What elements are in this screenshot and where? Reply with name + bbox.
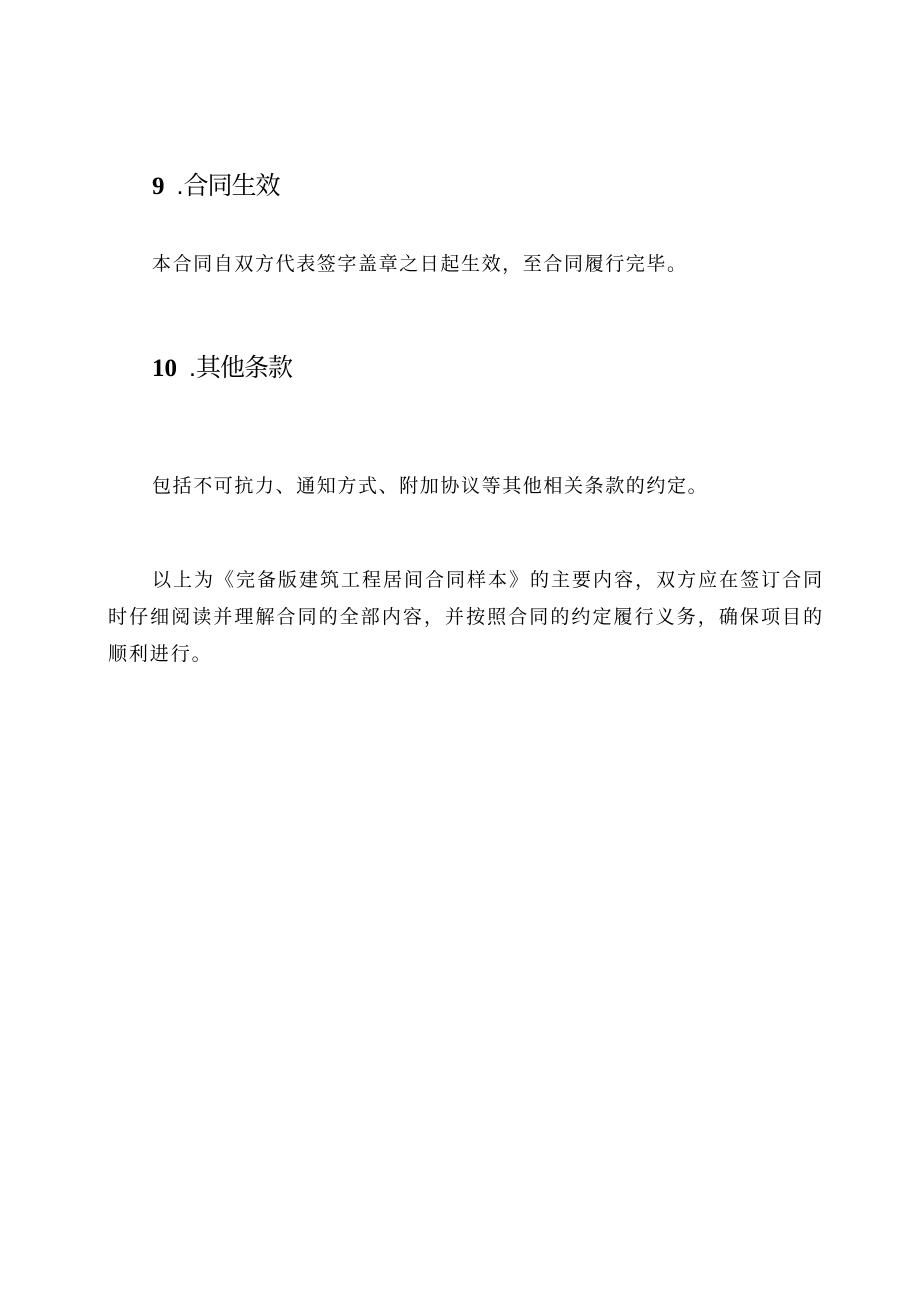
section-9-body: 本合同自双方代表签字盖章之日起生效，至合同履行完毕。 xyxy=(152,253,688,275)
section-10-dot: . xyxy=(189,354,196,382)
section-10-number: 10 xyxy=(152,355,177,382)
conclusion-paragraph: 以上为《完备版建筑工程居间合同样本》的主要内容，双方应在签订合同时仔细阅读并理解合同的全部内容，并按照合同的约定履行义务，确保项目的顺利进行。 xyxy=(108,569,824,665)
section-10-title: 其他条款 xyxy=(195,353,292,382)
section-9-dot: . xyxy=(176,172,184,200)
section-9-title: 合同生效 xyxy=(183,171,280,200)
section-10-body: 包括不可抗力、通知方式、附加协议等其他相关条款的约定。 xyxy=(152,475,709,497)
section-10-heading xyxy=(152,352,292,385)
section-9-number: 9 xyxy=(152,173,165,200)
section-9-heading xyxy=(152,170,279,203)
